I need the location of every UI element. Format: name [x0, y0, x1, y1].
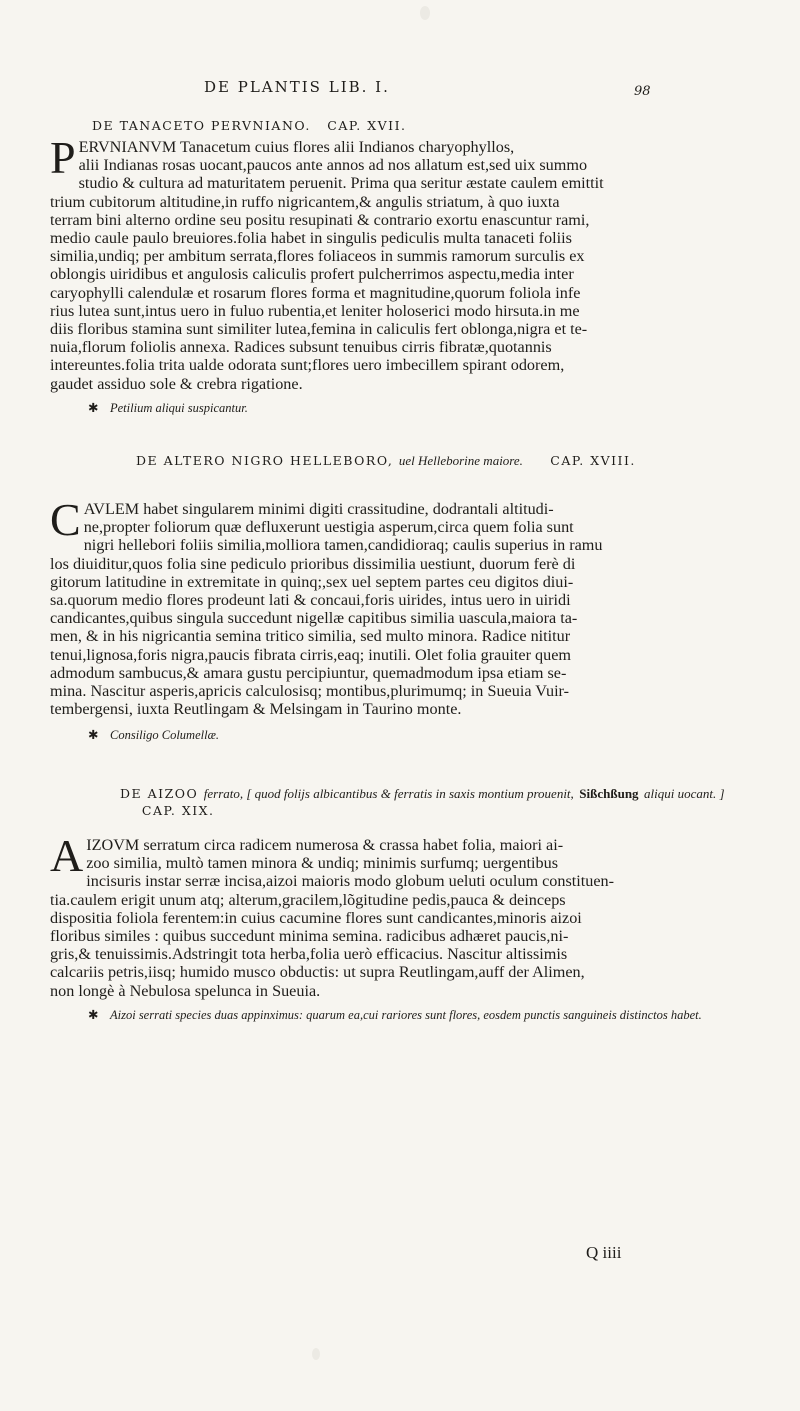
- text-line: oblongis uiridibus et angulosis caliculis profert pulcherrimos aspectu,media inter: [50, 265, 574, 284]
- heading-vernacular: Sißchßung: [579, 786, 639, 801]
- text-line: ne,propter foliorum quæ defluxerunt uestigia asperum,circa quem folia sunt: [83, 518, 574, 537]
- heading-title: DE ALTERO NIGRO HELLEBORO,: [136, 453, 394, 468]
- paper-blemish: [312, 1348, 320, 1360]
- drop-cap: C: [50, 494, 81, 545]
- marginal-note: [88, 1008, 728, 1023]
- text-line: medio caule paulo breuiores.folia habet in singulis pediculis multa tanaceti foliis: [50, 229, 572, 248]
- paragraph-aizoum: [50, 830, 755, 1000]
- text-line: non longè à Nebulosa spelunca in Sueuia.: [50, 981, 321, 1000]
- text-line: men, & in his nigricantia semina tritico similia, sed multo minora. Radice nititur: [50, 627, 571, 646]
- text-line: IZOVM serratum circa radicem numerosa & crassa habet folia, maiori ai-: [86, 836, 564, 854]
- text-line: trium cubitorum altitudine,in ruffo nigricantem,& angulis striatum, à quo iuxta: [50, 192, 560, 211]
- heading-title: DE AIZOO: [120, 786, 199, 801]
- page-number: 98: [634, 84, 651, 99]
- heading-title: DE TANACETO PERVNIANO.: [92, 118, 311, 133]
- text-line: terram bini alterno ordine seu positu resupinati & contrario exortu enascuntur rami,: [50, 210, 590, 229]
- text-line: candicantes,quibus singula succedunt nigellæ capitibus similia uascula,maiora ta-: [50, 609, 578, 628]
- drop-cap: A: [50, 830, 84, 881]
- chapter-heading-tanacetum: [92, 118, 792, 133]
- heading-cap: CAP. XIX.: [141, 803, 215, 818]
- heading-subtitle: uel Helleborine maiore.: [398, 453, 523, 468]
- chapter-heading-aizoum: [120, 785, 770, 819]
- marginal-note: [88, 728, 219, 743]
- text-line: floribus similes : quibus succedunt minima semina. radicibus adhæret paucis,ni-: [50, 927, 569, 946]
- drop-cap: P: [50, 132, 76, 183]
- text-line: sa.quorum medio flores prodeunt lati & concaui,foris uirides, intus uero in uiridi: [50, 591, 571, 610]
- text-line: alii Indianas rosas uocant,paucos ante annos ad nos allatum est,sed uix summo: [78, 156, 588, 175]
- paper-blemish: [420, 6, 430, 20]
- marginal-note: [88, 401, 248, 416]
- text-line: tembergensi, iuxta Reutlingam & Melsingam in Taurino monte.: [50, 700, 462, 719]
- text-line: incisuris instar serræ incisa,aizoi maioris modo globum ueluti oculum constituen-: [86, 872, 615, 891]
- text-line: nuia,florum foliolis annexa. Radices subsunt tenuibus cirris fibratæ,quotannis: [50, 338, 552, 357]
- signature-mark: Q iiii: [586, 1243, 622, 1262]
- heading-subtitle: ferrato, [ quod folijs albicantibus & ferratis in saxis montium prouenit,: [203, 786, 574, 801]
- heading-cap: CAP. XVIII.: [550, 453, 636, 468]
- note-text: Petilium aliqui suspicantur.: [110, 401, 248, 415]
- text-line: AVLEM habet singularem minimi digiti crassitudine, dodrantali altitudi-: [83, 500, 554, 518]
- text-line: tia.caulem erigit unum atq; alterum,gracilem,lõgitudine pedis,pauca & deinceps: [50, 890, 566, 909]
- running-head: DE PLANTIS LIB. I.: [204, 78, 390, 96]
- text-line: calcariis petris,iisq; humido musco obductis: ut supra Reutlingam,auff der Alimen,: [50, 963, 585, 982]
- asterisk-icon: ✱: [88, 1008, 99, 1022]
- text-line: gaudet assiduo sole & crebra rigatione.: [50, 374, 303, 393]
- heading-subtitle-end: aliqui uocant. ]: [644, 786, 725, 801]
- text-line: similia,undiq; per ambitum serrata,flores foliaceos in summis ramorum surculis ex: [50, 247, 585, 266]
- text-line: rius lutea sunt,intus uero in fuluo rubentia,et leniter holoserici modo hirsuta.in me: [50, 301, 580, 320]
- text-line: nigri hellebori foliis similia,molliora tamen,candidioraq; caulis superius in ramu: [83, 536, 603, 555]
- heading-cap: CAP. XVII.: [327, 118, 407, 133]
- text-line: zoo similia, multò tamen minora & undiq; minimis surfumq; uergentibus: [86, 854, 559, 873]
- text-line: ERVNIANVM Tanacetum cuius flores alii Indianos charyophyllos,: [78, 138, 515, 156]
- text-line: gitorum latitudine in extremitate in quinq;,sex uel septem partes ceu digitos diui-: [50, 572, 574, 591]
- note-text: Consiligo Columellæ.: [110, 728, 220, 742]
- text-line: admodum sambucus,& amara gustu percipiuntur, quemadmodum ipsa etiam se-: [50, 663, 567, 682]
- text-line: dispositia foliola ferentem:in cuius cacumine flores sunt candicantes,minoris aizoi: [50, 908, 582, 927]
- text-line: mina. Nascitur asperis,apricis calculosisq; montibus,plurimumq; in Sueuia Vuir-: [50, 682, 570, 701]
- paragraph-tanacetum: [50, 132, 755, 393]
- text-line: caryophylli calendulæ et rosarum flores forma et magnitudine,quorum foliola infe: [50, 283, 581, 302]
- asterisk-icon: ✱: [88, 401, 99, 415]
- note-text: Aizoi serrati species duas appinximus: quarum ea,cui rariores sunt flores, eosdem punctis sanguineis distinctos habet.: [110, 1008, 702, 1022]
- text-line: gris,& tenuissimis.Adstringit tota herba,folia uerò efficacius. Nascitur altissimis: [50, 945, 568, 964]
- text-line: studio & cultura ad maturitatem peruenit. Prima qua seritur æstate caulem emittit: [78, 174, 604, 193]
- asterisk-icon: ✱: [88, 728, 99, 742]
- text-line: tenui,lignosa,foris nigra,paucis fibrata cirris,eaq; inutili. Olet folia grauiter quem: [50, 645, 571, 664]
- text-line: intereuntes.folia trita ualde odorata sunt;flores uero imbecillem spirant odorem,: [50, 356, 565, 375]
- text-line: los diuiditur,quos folia sine pediculo prioribus dissimilia uestiunt, duorum ferè di: [50, 554, 576, 573]
- paragraph-helleborus: [50, 494, 755, 719]
- chapter-heading-helleborus: [136, 452, 776, 469]
- text-line: diis floribus stamina sunt similiter lutea,femina in caliculis fert oblonga,nigra et te-: [50, 320, 588, 339]
